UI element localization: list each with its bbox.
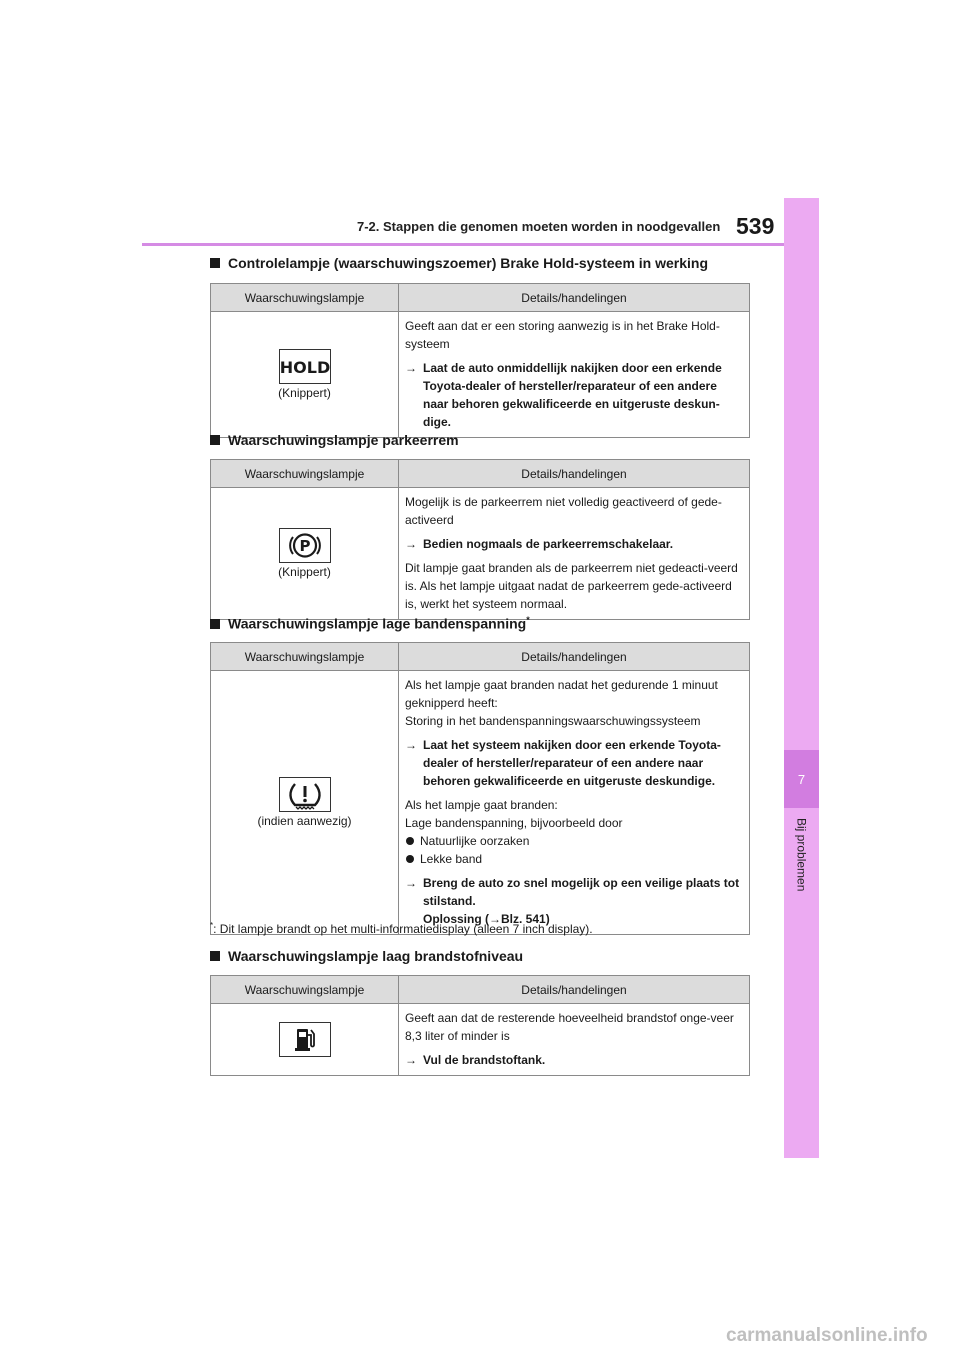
chapter-heading: 7-2. Stappen die genomen moeten worden in noodgevallen: [357, 219, 721, 234]
column-header-details: Details/handelingen: [399, 460, 750, 488]
action-instruction: → Laat de auto onmiddellijk nakijken door een erkende Toyota-dealer of hersteller/reparateur of een andere naar behoren gekwalificeerde en uitgeruste deskun-dige.: [405, 361, 722, 429]
details-text: Mogelijk is de parkeerrem niet volledig geactiveerd of gede-activeerd: [405, 495, 722, 527]
lamp-caption: (Knippert): [278, 565, 331, 579]
column-header-lamp: Waarschuwingslampje: [211, 284, 399, 312]
arrow-icon: →: [405, 876, 417, 890]
section-title-tire-pressure: Waarschuwingslampje lage bandenspanning*: [210, 615, 530, 632]
details-text: Als het lampje gaat branden nadat het gedurende 1 minuut geknipperd heeft: Storing in het bandenspanningswaarschuwingssysteem: [405, 678, 718, 728]
lamp-cell: [211, 671, 399, 935]
footnote-marker: *: [210, 921, 214, 930]
action-instruction: → Breng de auto zo snel mogelijk op een veilige plaats tot stilstand. Oplossing (→Blz. 541): [405, 876, 740, 926]
chapter-number-box: 7: [784, 750, 819, 808]
table-fuel: [210, 975, 750, 1076]
arrow-icon: →: [405, 361, 417, 375]
list-item: Lekke band: [405, 850, 743, 868]
column-header-lamp: Waarschuwingslampje: [211, 643, 399, 671]
section-title-brake-hold: Controlelampje (waarschuwingszoemer) Brake Hold-systeem in werking: [210, 255, 708, 271]
square-bullet-icon: [210, 951, 220, 961]
section-title-parking-brake: Waarschuwingslampje parkeerrem: [210, 432, 459, 448]
lamp-cell: [211, 312, 399, 438]
details-cell: [399, 488, 750, 620]
header-rule: [142, 243, 784, 246]
details-cell: [399, 1004, 750, 1076]
side-tab-label: Bij problemen: [794, 818, 809, 892]
action-instruction: → Laat het systeem nakijken door een erkende Toyota-dealer of hersteller/reparateur of een andere naar behoren gekwalificeerde en uitgeruste deskundige.: [405, 738, 721, 788]
column-header-lamp: Waarschuwingslampje: [211, 460, 399, 488]
lamp-cell: [211, 1004, 399, 1076]
details-text: Geeft aan dat er een storing aanwezig is in het Brake Hold-systeem: [405, 319, 720, 351]
column-header-details: Details/handelingen: [399, 976, 750, 1004]
footnote-marker: *: [526, 615, 530, 625]
tire-pressure-icon: [279, 777, 331, 812]
arrow-icon: →: [405, 1053, 417, 1067]
footnote: *: Dit lampje brandt op het multi-informatiedisplay (alleen 7 inch display).: [210, 921, 593, 936]
column-header-details: Details/handelingen: [399, 643, 750, 671]
svg-text:HOLD: HOLD: [279, 358, 330, 377]
column-header-details: Details/handelingen: [399, 284, 750, 312]
details-text: Als het lampje gaat branden: Lage bandenspanning, bijvoorbeeld door: [405, 798, 623, 830]
lamp-cell: [211, 488, 399, 620]
details-text: Dit lampje gaat branden als de parkeerrem niet gedeacti-veerd is. Als het lampje uitgaat nadat de parkeerrem gede-activeerd is, werkt het systeem normaal.: [405, 561, 738, 611]
square-bullet-icon: [210, 258, 220, 268]
page-number: 539: [736, 213, 775, 239]
details-cell: [399, 671, 750, 935]
arrow-icon: →: [405, 537, 417, 551]
watermark: carmanualsonline.info: [726, 1325, 928, 1346]
action-instruction: → Bedien nogmaals de parkeerremschakelaar.: [405, 537, 674, 551]
square-bullet-icon: [210, 619, 220, 629]
lamp-caption: (Knippert): [278, 386, 331, 400]
bullet-dot-icon: [406, 855, 414, 863]
square-bullet-icon: [210, 435, 220, 445]
hold-icon: [279, 349, 331, 384]
page-reference-link[interactable]: Oplossing (→Blz. 541): [423, 912, 550, 926]
list-item: Natuurlijke oorzaken: [405, 832, 743, 850]
table-brake-hold: [210, 283, 750, 438]
fuel-pump-icon: [279, 1022, 331, 1057]
bullet-dot-icon: [406, 837, 414, 845]
svg-text:P: P: [299, 537, 310, 555]
section-title-fuel: Waarschuwingslampje laag brandstofniveau: [210, 948, 523, 964]
arrow-icon: →: [489, 912, 501, 926]
column-header-lamp: Waarschuwingslampje: [211, 976, 399, 1004]
parking-brake-icon: [279, 528, 331, 563]
details-cell: [399, 312, 750, 438]
details-text: Geeft aan dat de resterende hoeveelheid brandstof onge-veer 8,3 liter of minder is: [405, 1011, 734, 1043]
table-parking-brake: [210, 459, 750, 620]
arrow-icon: →: [405, 738, 417, 752]
lamp-caption: (indien aanwezig): [257, 814, 352, 828]
table-tire-pressure: [210, 642, 750, 935]
side-tab[interactable]: [784, 198, 819, 1158]
action-instruction: → Vul de brandstoftank.: [405, 1053, 546, 1067]
